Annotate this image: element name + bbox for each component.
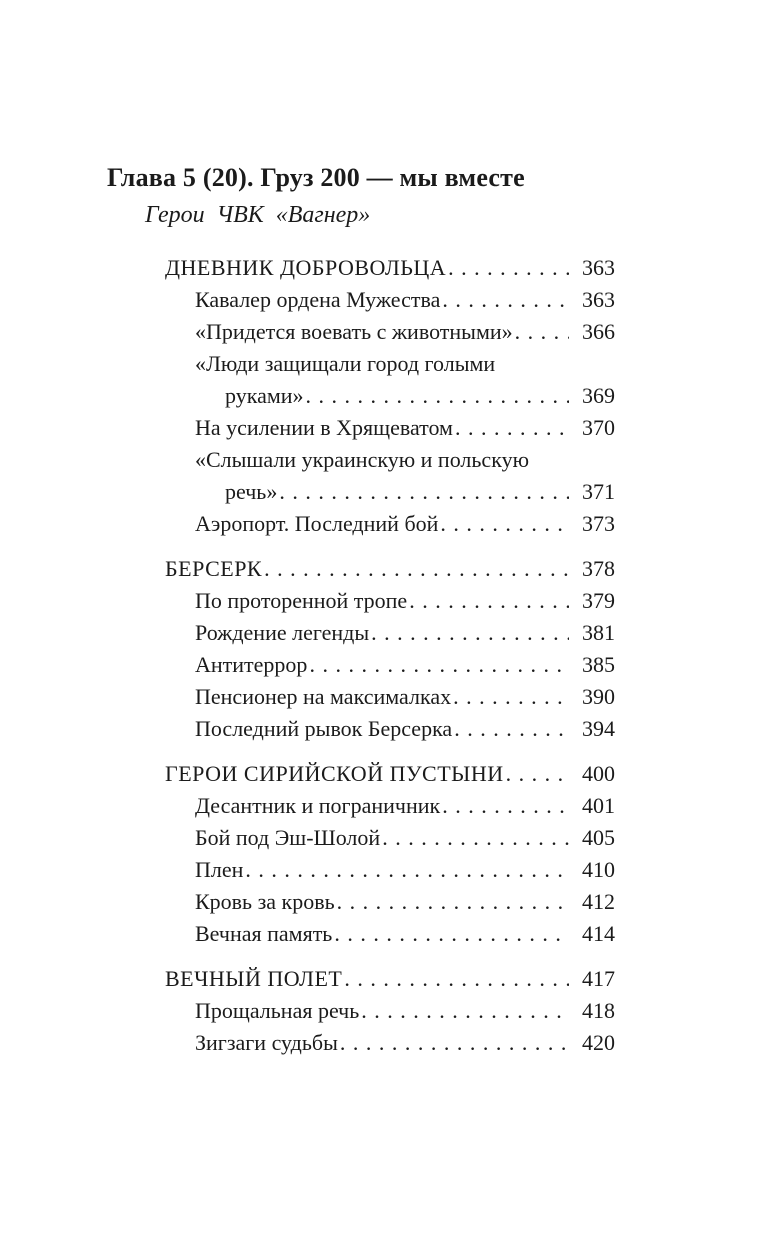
toc-page-number: 412	[582, 889, 615, 915]
toc-page-number: 381	[582, 620, 615, 646]
toc-page-number: 418	[582, 998, 615, 1024]
dot-leader	[264, 553, 569, 585]
dot-leader	[334, 918, 569, 950]
dot-leader	[337, 886, 569, 918]
dot-leader	[455, 412, 569, 444]
toc-section-row	[165, 553, 615, 585]
toc-page-number: 379	[582, 588, 615, 614]
toc-entry-row	[165, 444, 615, 476]
toc-entry-row-label: Прощальная речь	[195, 998, 360, 1024]
toc-section-row	[165, 758, 615, 790]
toc-section-row-label: ГЕРОИ СИРИЙСКОЙ ПУСТЫНИ	[165, 761, 504, 787]
toc-page-number: 366	[582, 319, 615, 345]
dot-leader	[454, 713, 569, 745]
toc-entry-row	[165, 918, 615, 950]
toc-entry-row	[165, 348, 615, 380]
toc-page-number: 373	[582, 511, 615, 537]
toc-entry-row-label: Бой под Эш-Шолой	[195, 825, 381, 851]
dot-leader	[442, 790, 569, 822]
toc-entry-row-label: Рождение легенды	[195, 620, 370, 646]
toc-entry-row	[165, 649, 615, 681]
toc-section-row	[165, 963, 615, 995]
toc-entry-row	[165, 822, 615, 854]
toc-entry-row-label: Плен	[195, 857, 244, 883]
toc-entry-row-label: Антитеррор	[195, 652, 308, 678]
toc-entry-row	[165, 995, 615, 1027]
toc-entry-row-label: Последний рывок Берсерка	[195, 716, 453, 742]
toc-page-number: 401	[582, 793, 615, 819]
toc-entry-row-label: Десантник и пограничник	[195, 793, 441, 819]
toc-entry-row-label: «Люди защищали город голыми	[195, 351, 496, 377]
toc-entry-row	[165, 1027, 615, 1059]
dot-leader	[409, 585, 569, 617]
toc-entry-row-label: По проторенной тропе	[195, 588, 408, 614]
dot-leader	[453, 681, 569, 713]
toc-page-number: 370	[582, 415, 615, 441]
chapter-subtitle: Герои ЧВК «Вагнер»	[145, 201, 371, 228]
dot-leader	[440, 508, 569, 540]
toc-page-number: 405	[582, 825, 615, 851]
toc-entry-row-label: речь»	[225, 479, 278, 505]
toc-page-number: 420	[582, 1030, 615, 1056]
toc-page-number: 363	[582, 255, 615, 281]
dot-leader	[340, 1027, 569, 1059]
toc-page-number: 385	[582, 652, 615, 678]
dot-leader	[506, 758, 569, 790]
toc-section-row-label: ВЕЧНЫЙ ПОЛЕТ	[165, 966, 343, 992]
table-of-contents	[165, 252, 615, 1059]
toc-entry-row-label: Пенсионер на максималках	[195, 684, 452, 710]
toc-entry-row	[165, 316, 615, 348]
toc-entry-row	[165, 380, 615, 412]
dot-leader	[448, 252, 569, 284]
toc-entry-row	[165, 886, 615, 918]
toc-entry-row	[165, 790, 615, 822]
toc-entry-row	[165, 585, 615, 617]
toc-entry-row	[165, 284, 615, 316]
toc-entry-row	[165, 854, 615, 886]
dot-leader	[515, 316, 569, 348]
toc-entry-row-label: Кавалер ордена Мужества	[195, 287, 441, 313]
toc-page-number: 410	[582, 857, 615, 883]
toc-entry-row-label: Зигзаги судьбы	[195, 1030, 338, 1056]
toc-page-number: 400	[582, 761, 615, 787]
dot-leader	[306, 380, 569, 412]
toc-page-number: 371	[582, 479, 615, 505]
toc-entry-row	[165, 681, 615, 713]
toc-entry-row-label: руками»	[225, 383, 304, 409]
toc-entry-row	[165, 508, 615, 540]
toc-entry-row-label: На усилении в Хрящеватом	[195, 415, 453, 441]
dot-leader	[371, 617, 569, 649]
toc-entry-row-label: Аэропорт. Последний бой	[195, 511, 439, 537]
toc-page-number: 369	[582, 383, 615, 409]
dot-leader	[245, 854, 569, 886]
dot-leader	[344, 963, 569, 995]
toc-section-row	[165, 252, 615, 284]
toc-entry-row-label: «Придется воевать с животными»	[195, 319, 513, 345]
toc-entry-row	[165, 713, 615, 745]
toc-page-number: 417	[582, 966, 615, 992]
dot-leader	[382, 822, 569, 854]
toc-section-row-label: ДНЕВНИК ДОБРОВОЛЬЦА	[165, 255, 447, 281]
dot-leader	[309, 649, 569, 681]
toc-entry-row	[165, 412, 615, 444]
dot-leader	[279, 476, 569, 508]
chapter-title: Глава 5 (20). Груз 200 — мы вместе	[107, 163, 525, 192]
dot-leader	[361, 995, 569, 1027]
toc-entry-row	[165, 476, 615, 508]
toc-entry-row-label: «Слышали украинскую и польскую	[195, 447, 530, 473]
toc-page-number: 414	[582, 921, 615, 947]
toc-entry-row-label: Вечная память	[195, 921, 333, 947]
toc-page-number: 390	[582, 684, 615, 710]
toc-entry-row-label: Кровь за кровь	[195, 889, 335, 915]
toc-page-number: 394	[582, 716, 615, 742]
toc-page-number: 378	[582, 556, 615, 582]
toc-entry-row	[165, 617, 615, 649]
dot-leader	[442, 284, 569, 316]
toc-page-number: 363	[582, 287, 615, 313]
toc-section-row-label: БЕРСЕРК	[165, 556, 263, 582]
